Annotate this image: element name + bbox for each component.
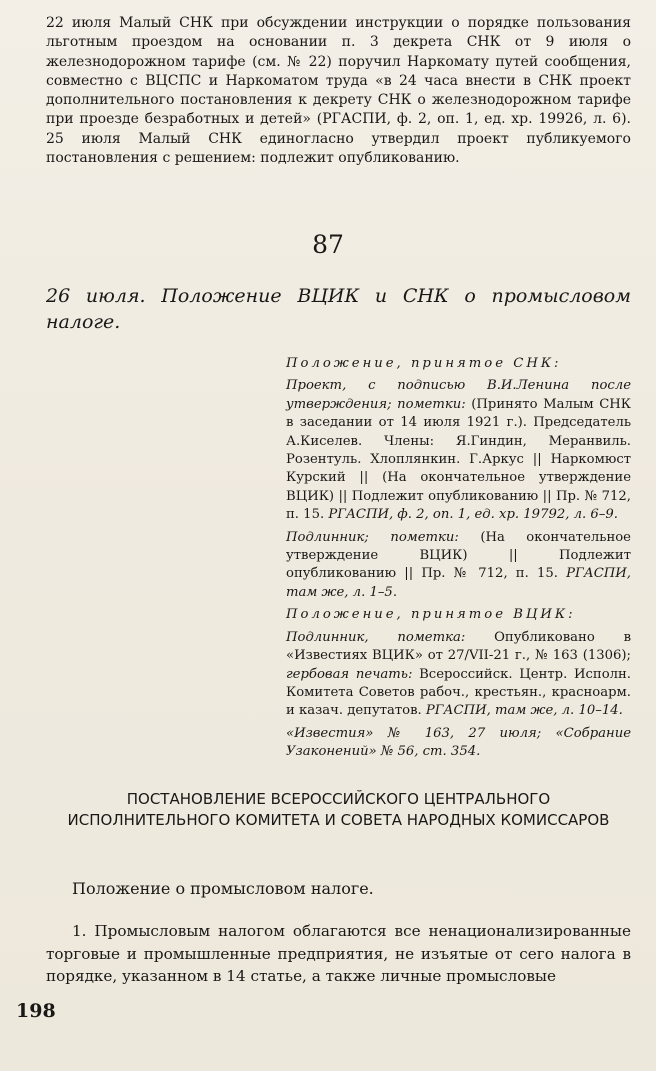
- source-vcik-label: Подлинник, пометка:: [286, 629, 466, 645]
- source-vcik-stamp-label: гербовая печать:: [286, 666, 413, 682]
- vcik-version-heading-text: Положение, принятое ВЦИК:: [286, 607, 576, 623]
- publication-reference: «Известия» № 163, 27 июля; «Собрание Узаконений» № 56, ст. 354.: [286, 725, 631, 760]
- source-vcik-reference: РГАСПИ, там же, л. 10–14.: [425, 703, 623, 719]
- archival-sources: [286, 355, 631, 762]
- source-entry-draft: [286, 377, 631, 524]
- source-vcik-stamp: Всероссийск. Центр. Исполн. Комитета Советов рабоч., крестьян., красноарм. и казач. депутатов.: [286, 666, 631, 719]
- source-original-label: Подлинник; пометки:: [286, 529, 459, 545]
- source-draft-reference: РГАСПИ, ф. 2, оп. 1, ед. хр. 19792, л. 6–9.: [328, 507, 618, 523]
- source-draft-label: Проект, с подписью В.И.Ленина после утверждения; пометки:: [286, 378, 631, 412]
- source-entry-original: [286, 529, 631, 603]
- decree-subheading: Положение о промысловом налоге.: [72, 879, 374, 898]
- page-number: 198: [16, 1000, 56, 1022]
- vcik-version-heading: [286, 606, 631, 624]
- decree-heading: ПОСТАНОВЛЕНИЕ ВСЕРОССИЙСКОГО ЦЕНТРАЛЬНОГО ИСПОЛНИТЕЛЬНОГО КОМИТЕТА И СОВЕТА НАРОДНЫХ КОМИССАРОВ: [67, 790, 610, 829]
- source-original-body: (На окончательное утверждение ВЦИК) || Подлежит опубликованию || Пр. № 712, п. 15.: [286, 529, 631, 582]
- source-vcik-body: Опубликовано в «Известиях ВЦИК» от 27/VII-21 г., № 163 (1306);: [286, 629, 631, 664]
- intro-paragraph: 22 июля Малый СНК при обсуждении инструкции о порядке пользования льготным проездом на основании п. 3 декрета СНК от 9 июля о железнодорожном тарифе (см. № 22) поручил Наркомату путей сообщения, совместно с ВЦСПС и Наркоматом труда «в 24 часа внести в СНК проект дополнительного постановления к декрету СНК о железнодорожном тарифе при проезде безработных и детей» (РГАСПИ, ф. 2, оп. 1, ед. хр. 19926, л. 6). 25 июля Малый СНК единогласно утвердил проект публикуемого постановления с решением: подлежит опубликованию.: [46, 15, 631, 167]
- source-entry-vcik-original: [286, 629, 631, 721]
- document-title: 26 июля. Положение ВЦИК и СНК о промысловом налоге.: [46, 285, 631, 333]
- snk-version-heading-text: Положение, принятое СНК:: [286, 356, 562, 371]
- snk-version-heading: [286, 355, 631, 373]
- document-number: 87: [312, 230, 344, 259]
- source-draft-body: (Принято Малым СНК в заседании от 14 июля 1921 г.). Председатель А.Киселев. Члены: Я.Гиндин, Меранвиль. Розентуль. Хлоплянкин. Г.Аркус || Наркомюст Курский || (На окончательное утверждение ВЦИК) || Подлежит опубликованию || Пр. № 712, п. 15.: [286, 396, 632, 523]
- source-original-reference: РГАСПИ, там же, л. 1–5.: [286, 566, 631, 600]
- article-1: 1. Промысловым налогом облагаются все ненационализированные торговые и промышленные предприятия, не изъятые от сего налога в порядке, указанном в 14 статье, а также личные промысловые: [46, 922, 631, 985]
